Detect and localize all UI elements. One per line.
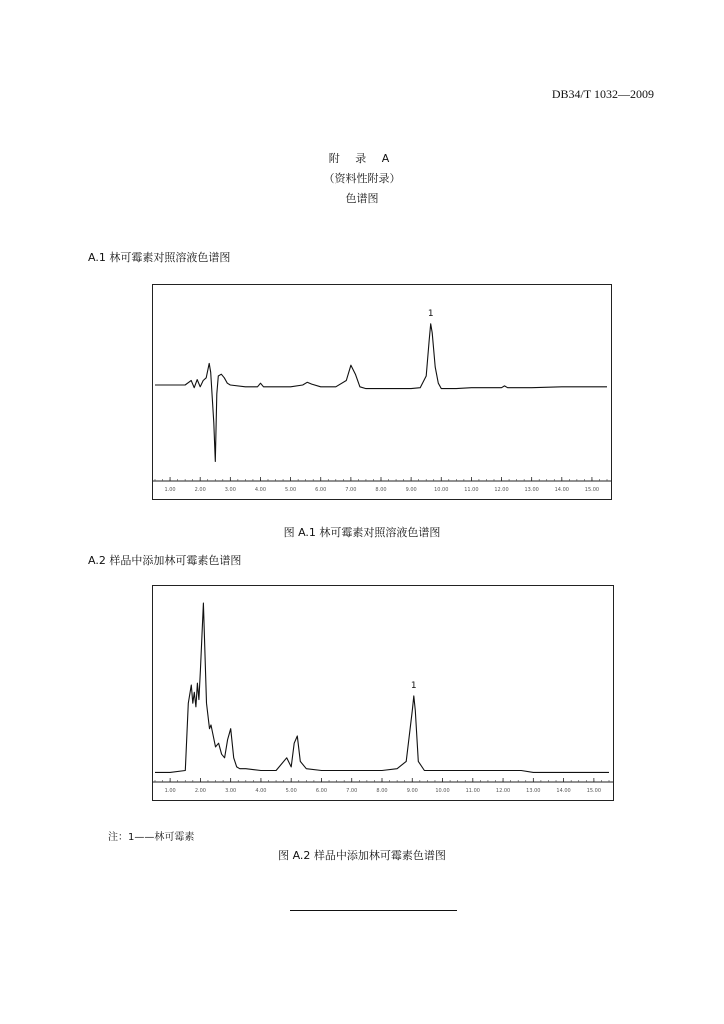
chromatogram-sample-svg [153, 586, 613, 800]
x-tick-label: 4.00 [255, 788, 267, 794]
x-tick-label: 1.00 [164, 487, 176, 493]
x-tick-label: 12.00 [495, 788, 511, 794]
x-tick-label: 6.00 [315, 487, 327, 493]
x-tick-label: 7.00 [346, 788, 358, 794]
chromatogram-trace [155, 324, 607, 462]
x-tick-label: 11.00 [464, 487, 479, 493]
appendix-name: 色谱图 [345, 192, 379, 205]
x-tick-label: 15.00 [584, 487, 600, 493]
x-tick-label: 9.00 [405, 487, 417, 493]
peak-label: 1 [427, 308, 434, 319]
end-rule [290, 910, 457, 911]
chromatogram-sample [152, 585, 614, 801]
chromatogram-standard-svg [153, 285, 611, 499]
section-a1-heading: A.1 林可霉素对照溶液色谱图 [88, 251, 231, 264]
x-tick-label: 4.00 [254, 487, 267, 493]
x-tick-label: 6.00 [315, 788, 328, 794]
x-tick-label: 12.00 [494, 487, 509, 493]
x-tick-label: 10.00 [434, 487, 449, 493]
x-tick-label: 3.00 [225, 788, 237, 794]
x-tick-label: 15.00 [586, 788, 602, 794]
figure-a1-caption: 图 A.1 林可霉素对照溶液色谱图 [283, 526, 441, 539]
x-tick-label: 8.00 [375, 487, 387, 493]
appendix-nature: （资料性附录） [323, 172, 401, 185]
x-tick-label: 2.00 [194, 788, 206, 794]
x-tick-label: 9.00 [406, 788, 418, 794]
document-code: DB34/T 1032—2009 [551, 87, 654, 101]
x-tick-label: 10.00 [435, 788, 450, 794]
peak-label: 1 [410, 680, 417, 691]
x-tick-label: 5.00 [285, 487, 297, 493]
x-tick-label: 14.00 [556, 788, 571, 794]
chromatogram-trace [155, 603, 609, 772]
x-tick-label: 11.00 [465, 788, 480, 794]
x-tick-label: 1.00 [164, 788, 176, 794]
figure-note: 注：1——林可霉素 [108, 832, 195, 843]
x-tick-label: 14.00 [554, 487, 569, 493]
x-tick-label: 2.00 [194, 487, 206, 493]
x-tick-label: 8.00 [376, 788, 388, 794]
x-tick-label: 13.00 [526, 788, 541, 794]
x-tick-label: 5.00 [285, 788, 297, 794]
x-tick-label: 3.00 [224, 487, 236, 493]
section-a2-heading: A.2 样品中添加林可霉素色谱图 [88, 554, 242, 567]
appendix-title: 附 录 A [328, 152, 396, 165]
x-tick-label: 13.00 [524, 487, 539, 493]
chromatogram-standard [152, 284, 612, 500]
x-tick-label: 7.00 [345, 487, 357, 493]
figure-a2-caption: 图 A.2 样品中添加林可霉素色谱图 [278, 849, 446, 862]
